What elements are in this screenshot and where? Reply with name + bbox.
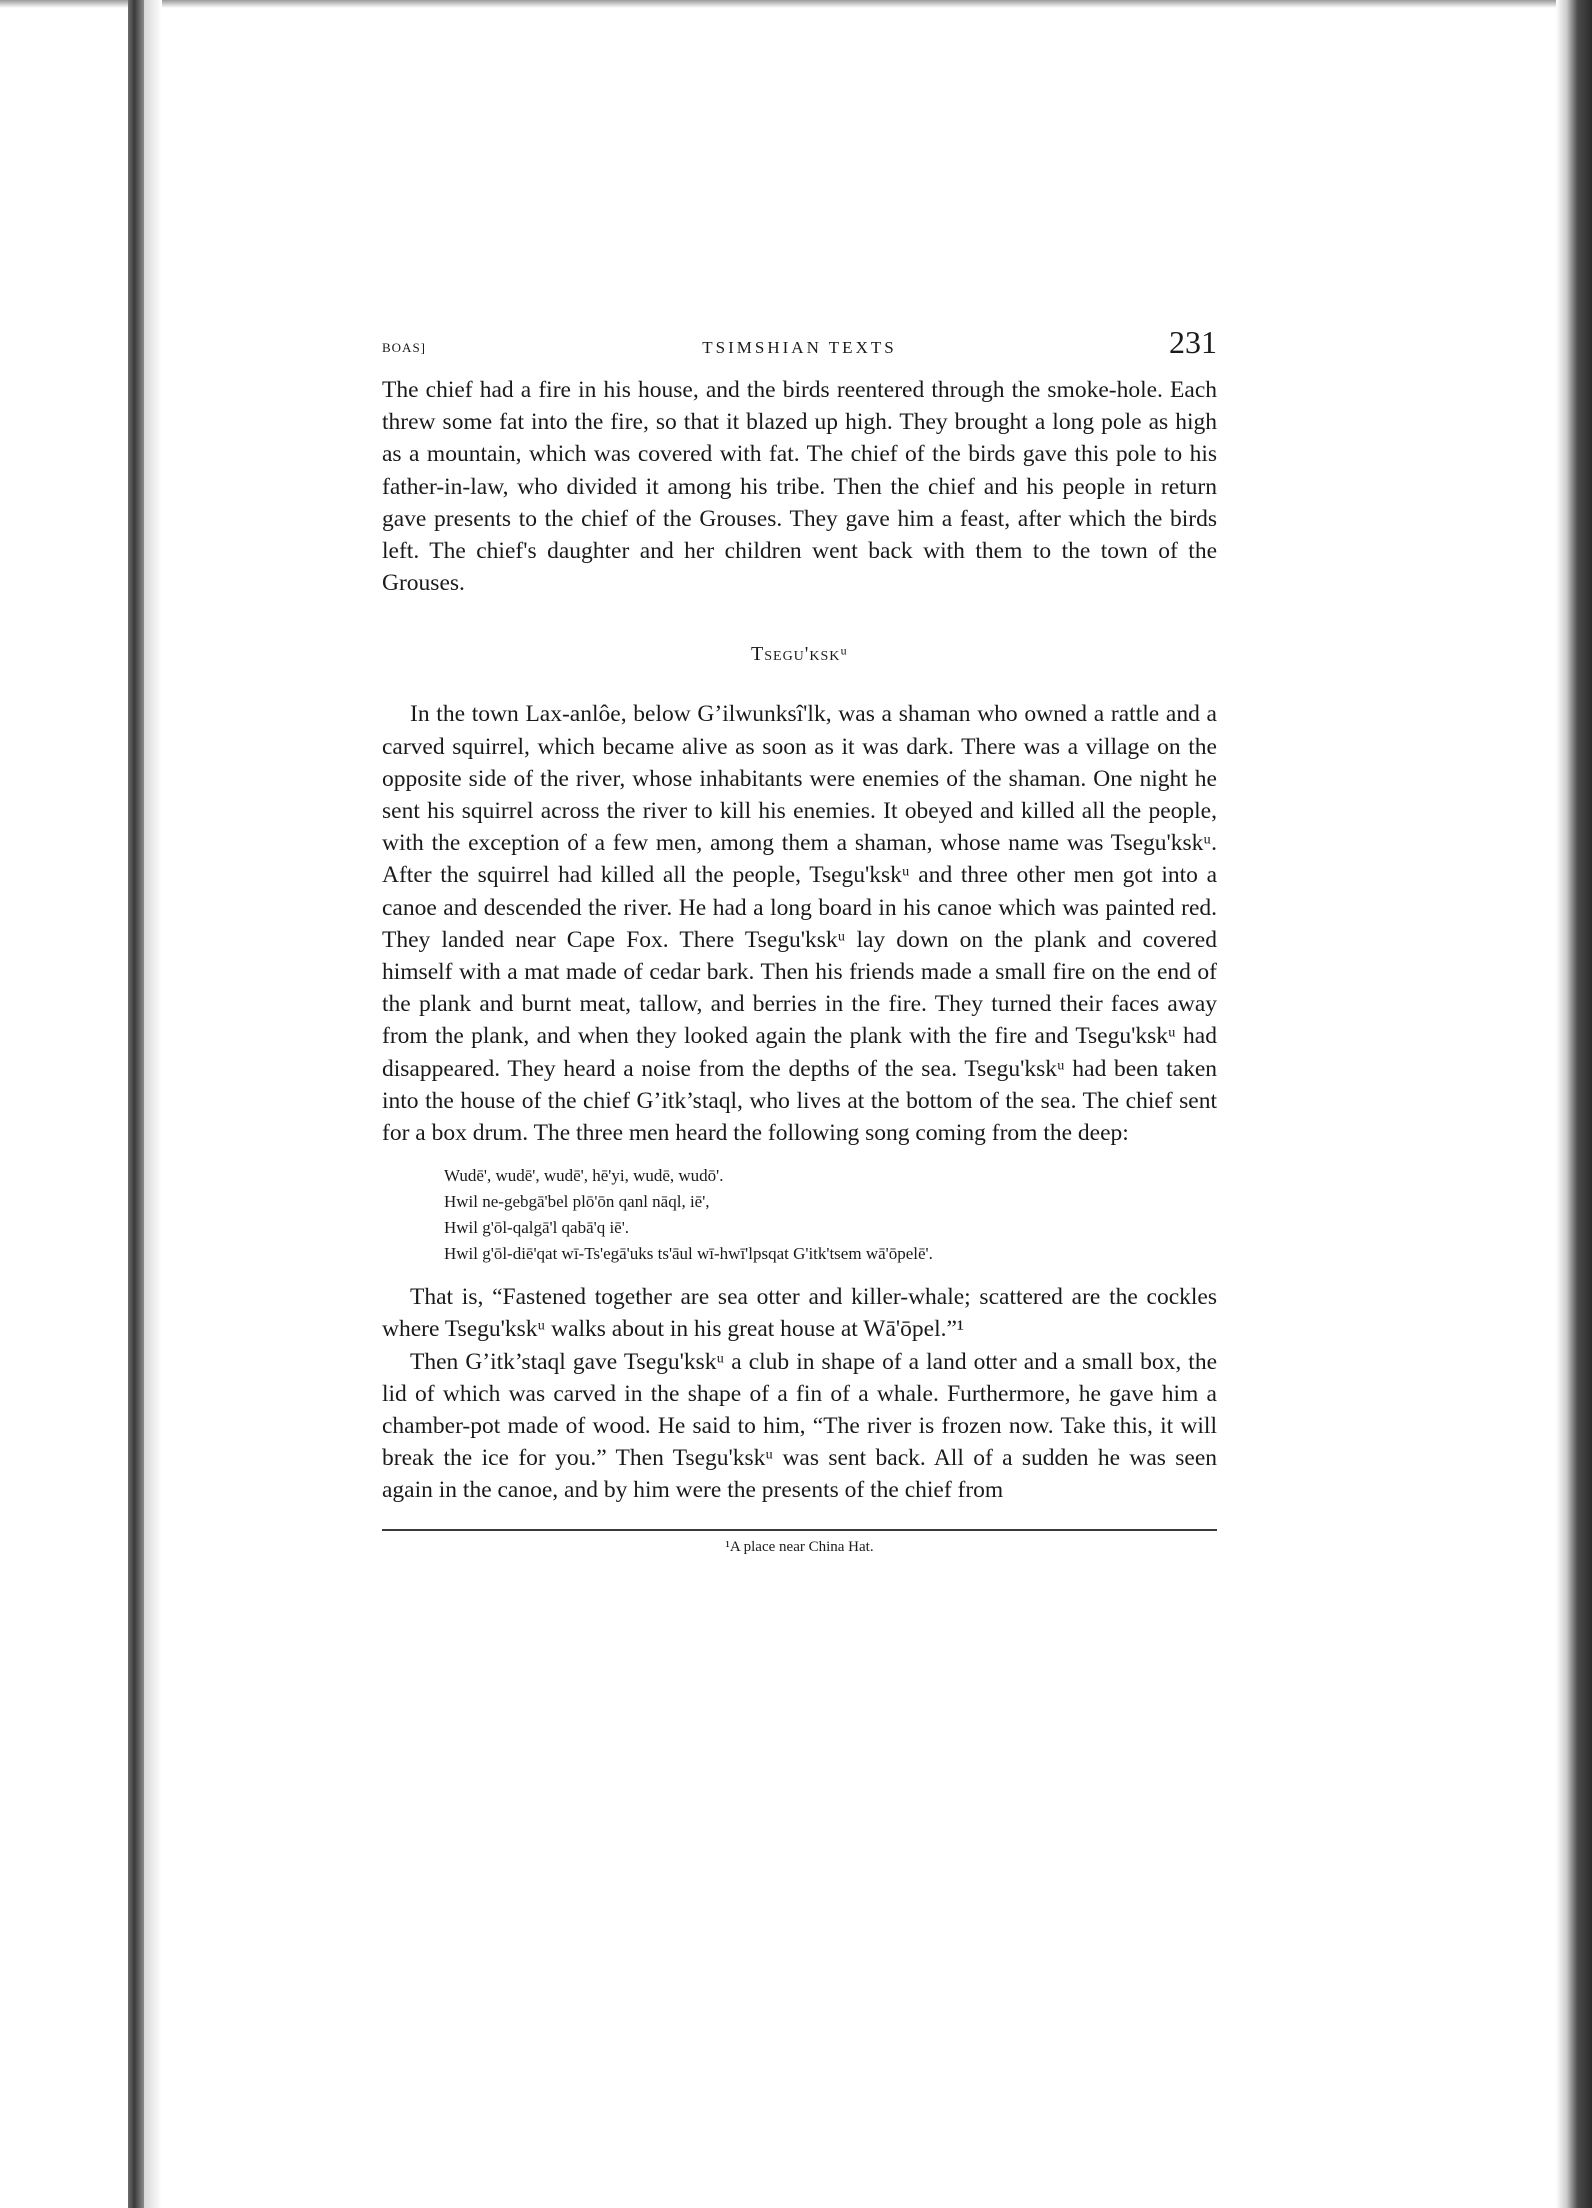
footnote-divider — [382, 1529, 1217, 1531]
song-verse — [444, 1163, 1217, 1267]
footnote: ¹A place near China Hat. — [725, 1538, 874, 1555]
song-line: Hwil ne-gebgā'bel plō'ōn qanl nāql, iē', — [444, 1192, 710, 1212]
song-line: Wudē', wudē', wudē', hē'yi, wudē, wudō'. — [444, 1166, 724, 1186]
book-binding-edge — [128, 0, 144, 2208]
page-number: 231 — [1169, 324, 1217, 360]
book-page — [382, 326, 1217, 1556]
running-head — [382, 326, 1217, 366]
running-title: TSIMSHIAN TEXTS — [702, 338, 897, 357]
author-tag: BOAS] — [382, 340, 427, 355]
section-title: Tsegu'kskᵘ — [751, 643, 848, 666]
paragraph-song-translation: That is, “Fastened together are sea otter and killer-whale; scattered are the cockles where Tsegu'kskᵘ walks about in his great house at Wā'ōpel.”¹ — [382, 1284, 1217, 1343]
scan-right-edge — [1556, 0, 1592, 2208]
song-line: Hwil g'ōl-diē'qat wī-Ts'egā'uks ts'āul wī-hwī'lpsqat G'itk'tsem wā'ōpelē'. — [444, 1244, 933, 1264]
paragraph-shaman-story: In the town Lax-anlôe, below G’ilwunksî'lk, was a shaman who owned a rattle and a carved squirrel, which became alive as soon as it was dark. There was a village on the opposite side of the river, whose inhabitants were enemies of the shaman. One night he sent his squirrel across the river to kill his enemies. It obeyed and killed all the people, with the exception of a few men, among them a shaman, whose name was Tsegu'kskᵘ. After the squirrel had killed all the people, Tsegu'kskᵘ and three other men got into a canoe and descended the river. He had a long board in his canoe which was painted red. They landed near Cape Fox. There Tsegu'kskᵘ lay down on the plank and covered himself with a mat made of cedar bark. Then his friends made a small fire on the end of the plank and burnt meat, tallow, and berries in the fire. They turned their faces away from the plank, and when they looked again the plank with the fire and Tsegu'kskᵘ had disappeared. They heard a noise from the depths of the sea. Tsegu'kskᵘ had been taken into the house of the chief G’itk’staql, who lives at the bottom of the sea. The chief sent for a box drum. The three men heard the following song coming from the deep: — [382, 701, 1217, 1147]
paragraph-gifts: Then G’itk’staql gave Tsegu'kskᵘ a club in shape of a land otter and a small box, the lid of which was carved in the shape of a fin of a whale. Furthermore, he gave him a chamber-pot made of wood. He said to him, “The river is frozen now. Take this, it will break the ice for you.” Then Tsegu'kskᵘ was sent back. All of a sudden he was seen again in the canoe, and by him were the presents of the chief from — [382, 1348, 1217, 1504]
binding-shadow — [144, 0, 162, 2208]
paragraph-grouses-ending: The chief had a fire in his house, and the birds reentered through the smoke-hole. Each threw some fat into the fire, so that it blazed up high. They brought a long pole as high as a mountain, which was covered with fat. The chief of the birds gave this pole to his father-in-law, who divided it among his tribe. Then the chief and his people in return gave presents to the chief of the Grouses. They gave him a feast, after which the birds left. The chief's daughter and her children went back with them to the town of the Grouses. — [382, 377, 1217, 597]
scan-top-edge — [0, 0, 1592, 8]
song-line: Hwil g'ōl-qalgā'l qabā'q iē'. — [444, 1218, 630, 1238]
